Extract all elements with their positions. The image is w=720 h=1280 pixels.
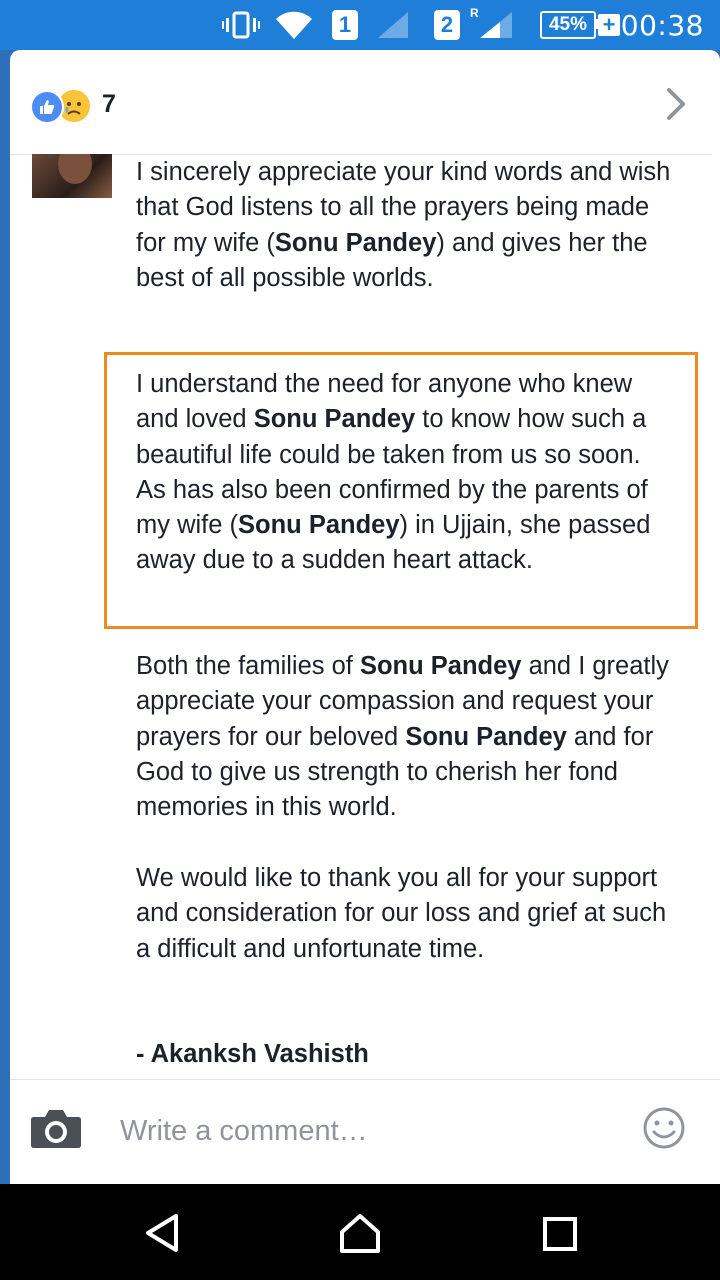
recents-icon[interactable] bbox=[542, 1216, 578, 1257]
text-run: and I greatly appreciate your compassion and request your prayers for our beloved bbox=[136, 652, 669, 751]
reactions-summary[interactable] bbox=[10, 50, 720, 154]
text-run: I sincerely appreciate your kind words and wish that God listens to all the prayers being made for my wife ( bbox=[136, 158, 671, 257]
camera-icon[interactable] bbox=[30, 1107, 82, 1154]
text-run: Both the families of bbox=[136, 652, 360, 680]
comment-input[interactable] bbox=[120, 1109, 600, 1153]
paragraph-1 bbox=[136, 155, 676, 296]
vibrate-icon bbox=[222, 0, 260, 50]
sim2-badge: 2 bbox=[434, 10, 460, 40]
bold-name: Sonu Pandey bbox=[253, 405, 416, 434]
bold-name: Sonu Pandey bbox=[405, 722, 567, 751]
like-icon bbox=[30, 90, 64, 124]
battery-icon bbox=[540, 11, 596, 39]
status-bar bbox=[0, 0, 720, 50]
text-run: ) in Ujjain, she passed away due to a sudden heart attack. bbox=[136, 511, 651, 575]
text-run: ) and gives her the best of all possible worlds. bbox=[136, 228, 648, 292]
signature: - Akanksh Vashisth bbox=[136, 1040, 369, 1068]
avatar[interactable] bbox=[32, 154, 112, 198]
home-icon[interactable] bbox=[338, 1212, 382, 1259]
back-icon[interactable] bbox=[142, 1212, 182, 1259]
text-run: and for God to give us strength to cherish her fond memories in this world. bbox=[136, 722, 654, 822]
bold-name: Sonu Pandey bbox=[274, 228, 437, 257]
battery-level: 45% bbox=[548, 14, 588, 35]
reaction-count: 7 bbox=[102, 90, 116, 118]
chevron-right-icon[interactable] bbox=[664, 86, 688, 127]
comment-bar bbox=[10, 1079, 720, 1184]
paragraph-2 bbox=[136, 367, 676, 579]
signal-weak-icon bbox=[376, 0, 410, 50]
bold-name: Sonu Pandey bbox=[359, 652, 522, 680]
charging-icon: + bbox=[598, 14, 620, 36]
comments-sheet bbox=[10, 50, 720, 1184]
text-run: I understand the need for anyone who knew and loved bbox=[136, 370, 633, 434]
sim1-badge: 1 bbox=[332, 10, 358, 40]
text-run: to know how such a beautiful life could be taken from us so soon. As has also been confirmed by the parents of my wife ( bbox=[136, 405, 648, 540]
comment-divider bbox=[10, 1079, 720, 1080]
text-run: We would like to thank you all for your support and consideration for our loss and grief at such a difficult and unfortunate time. bbox=[136, 864, 667, 963]
paragraph-4 bbox=[136, 861, 676, 967]
clock: 00:38 bbox=[620, 8, 704, 42]
emoji-icon[interactable] bbox=[642, 1106, 686, 1155]
signal-icon bbox=[478, 0, 514, 50]
wifi-icon bbox=[274, 0, 314, 50]
bold-name: Sonu Pandey bbox=[238, 511, 400, 540]
paragraph-3 bbox=[136, 649, 676, 825]
roaming-indicator: R bbox=[470, 6, 479, 20]
navigation-bar bbox=[0, 1184, 720, 1280]
